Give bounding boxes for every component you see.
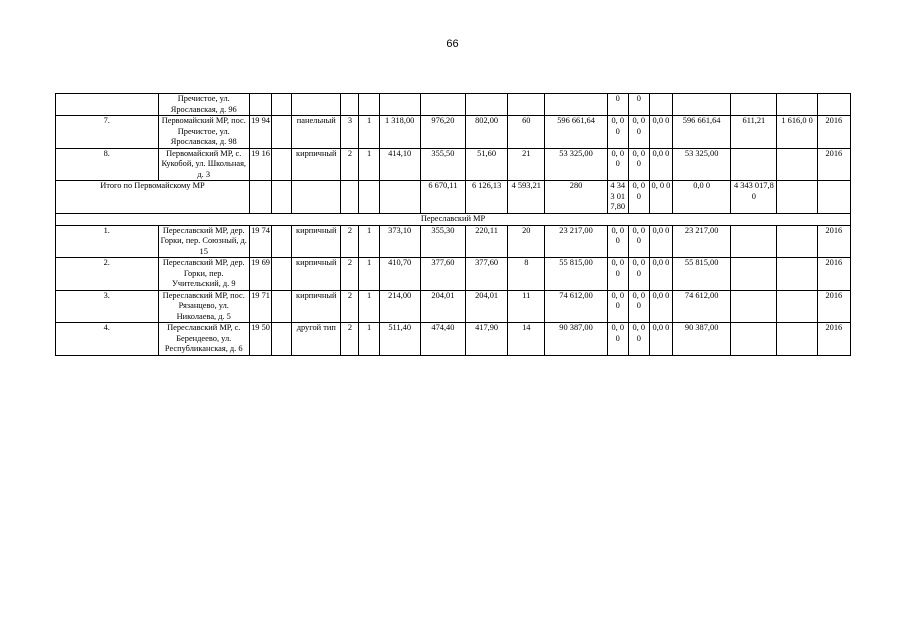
floors-cell: 3 (341, 116, 359, 149)
year-built-cell: 19 16 (249, 148, 271, 181)
regional-share-cell: 0, 0 0 (628, 258, 649, 291)
entrances-cell: 1 (359, 258, 379, 291)
wall-material-cell: кирпичный (292, 290, 341, 323)
total-area-cell: 373,10 (379, 225, 420, 258)
entrances-cell: 1 (359, 225, 379, 258)
residents-cell (508, 94, 545, 116)
total-cell: 4 593,21 (508, 181, 545, 214)
owners-share-cell: 53 325,00 (672, 148, 730, 181)
living-area-cell: 377,60 (420, 258, 465, 291)
row-number-cell: 4. (56, 323, 159, 356)
limit-cost-cell (777, 225, 817, 258)
row-number-cell: 2. (56, 258, 159, 291)
owners-share-cell: 23 217,00 (672, 225, 730, 258)
entrances-cell (359, 94, 379, 116)
blank-cell (272, 258, 292, 291)
owners-share-cell: 596 661,64 (672, 116, 730, 149)
residents-cell: 8 (508, 258, 545, 291)
total-cell (249, 181, 271, 214)
residents-cell: 14 (508, 323, 545, 356)
local-share-cell: 0,0 0 (649, 148, 672, 181)
table-row (56, 148, 851, 181)
cost-per-sqm-cell: 611,21 (731, 116, 777, 149)
wall-material-cell (292, 94, 341, 116)
cost-per-sqm-cell (731, 148, 777, 181)
table-row (56, 116, 851, 149)
residents-cell: 21 (508, 148, 545, 181)
wall-material-cell: кирпичный (292, 258, 341, 291)
area-residential-cell: 377,60 (466, 258, 508, 291)
fund-share-cell: 0, 0 0 (607, 258, 628, 291)
deadline-cell: 2016 (817, 225, 850, 258)
floors-cell: 2 (341, 225, 359, 258)
residents-cell: 60 (508, 116, 545, 149)
total-area-cell: 414,10 (379, 148, 420, 181)
deadline-cell (817, 94, 850, 116)
table-row (56, 225, 851, 258)
year-built-cell (249, 94, 271, 116)
living-area-cell: 204,01 (420, 290, 465, 323)
local-share-cell (649, 94, 672, 116)
fund-share-cell: 0, 0 0 (607, 323, 628, 356)
total-cell: 280 (545, 181, 607, 214)
total-cell: 0, 0 0 (628, 181, 649, 214)
total-cell: 6 670,11 (420, 181, 465, 214)
table-row (56, 94, 851, 116)
local-share-cell: 0,0 0 (649, 323, 672, 356)
wall-material-cell: панельный (292, 116, 341, 149)
address-cell: Переславский МР, пос. Рязанцево, ул. Николаева, д. 5 (158, 290, 249, 323)
limit-cost-cell (777, 258, 817, 291)
area-residential-cell: 802,00 (466, 116, 508, 149)
total-cell: 4 343 017,80 (607, 181, 628, 214)
table-row (56, 290, 851, 323)
owners-share-cell: 90 387,00 (672, 323, 730, 356)
total-cost-cell: 23 217,00 (545, 225, 607, 258)
row-number-cell (56, 94, 159, 116)
owners-share-cell (672, 94, 730, 116)
limit-cost-cell: 1 616,0 0 (777, 116, 817, 149)
total-cost-cell: 53 325,00 (545, 148, 607, 181)
regional-share-cell: 0, 0 0 (628, 148, 649, 181)
fund-share-cell: 0, 0 0 (607, 290, 628, 323)
total-area-cell: 410,70 (379, 258, 420, 291)
total-cost-cell: 596 661,64 (545, 116, 607, 149)
regional-share-cell: 0, 0 0 (628, 116, 649, 149)
table-row (56, 258, 851, 291)
limit-cost-cell (777, 148, 817, 181)
year-built-cell: 19 50 (249, 323, 271, 356)
fund-share-cell: 0, 0 0 (607, 148, 628, 181)
total-cell (292, 181, 341, 214)
local-share-cell: 0,0 0 (649, 116, 672, 149)
floors-cell: 2 (341, 323, 359, 356)
floors-cell: 2 (341, 290, 359, 323)
cost-per-sqm-cell (731, 225, 777, 258)
cost-per-sqm-cell (731, 290, 777, 323)
address-cell: Пречистое, ул. Ярославская, д. 96 (158, 94, 249, 116)
total-cell (817, 181, 850, 214)
total-label: Итого по Первомайскому МР (56, 181, 250, 214)
blank-cell (272, 181, 292, 214)
section-title: Переславский МР (56, 213, 851, 225)
area-residential-cell: 51,60 (466, 148, 508, 181)
limit-cost-cell (777, 290, 817, 323)
deadline-cell: 2016 (817, 258, 850, 291)
living-area-cell: 355,50 (420, 148, 465, 181)
year-built-cell: 19 69 (249, 258, 271, 291)
total-cell (777, 181, 817, 214)
blank-cell (272, 290, 292, 323)
area-residential-cell: 204,01 (466, 290, 508, 323)
blank-cell (272, 323, 292, 356)
housing-register-table (55, 93, 851, 356)
floors-cell: 2 (341, 258, 359, 291)
address-cell: Первомайский МР, пос. Пречистое, ул. Ярославская, д. 98 (158, 116, 249, 149)
year-built-cell: 19 74 (249, 225, 271, 258)
local-share-cell: 0,0 0 (649, 290, 672, 323)
address-cell: Первомайский МР, с. Кукобой, ул. Школьная, д. 3 (158, 148, 249, 181)
wall-material-cell: кирпичный (292, 225, 341, 258)
section-row (56, 213, 851, 225)
cost-per-sqm-cell (731, 323, 777, 356)
row-number-cell: 1. (56, 225, 159, 258)
total-cell (359, 181, 379, 214)
total-cell: 6 126,13 (466, 181, 508, 214)
row-number-cell: 3. (56, 290, 159, 323)
year-built-cell: 19 71 (249, 290, 271, 323)
regional-share-cell: 0, 0 0 (628, 323, 649, 356)
living-area-cell: 355,30 (420, 225, 465, 258)
living-area-cell (420, 94, 465, 116)
row-number-cell: 7. (56, 116, 159, 149)
residents-cell: 20 (508, 225, 545, 258)
total-cell: 4 343 017,80 (731, 181, 777, 214)
blank-cell (272, 148, 292, 181)
local-share-cell: 0,0 0 (649, 225, 672, 258)
total-cost-cell: 55 815,00 (545, 258, 607, 291)
fund-share-cell: 0, 0 0 (607, 225, 628, 258)
entrances-cell: 1 (359, 148, 379, 181)
fund-share-cell: 0, 0 0 (607, 116, 628, 149)
regional-share-cell: 0, 0 0 (628, 225, 649, 258)
total-cost-cell: 90 387,00 (545, 323, 607, 356)
wall-material-cell: кирпичный (292, 148, 341, 181)
total-cell: 0, 0 0 (649, 181, 672, 214)
total-row (56, 181, 851, 214)
floors-cell (341, 94, 359, 116)
deadline-cell: 2016 (817, 116, 850, 149)
living-area-cell: 474,40 (420, 323, 465, 356)
fund-share-cell: 0 (607, 94, 628, 116)
total-cell (341, 181, 359, 214)
limit-cost-cell (777, 94, 817, 116)
local-share-cell: 0,0 0 (649, 258, 672, 291)
deadline-cell: 2016 (817, 290, 850, 323)
area-residential-cell: 220,11 (466, 225, 508, 258)
owners-share-cell: 55 815,00 (672, 258, 730, 291)
entrances-cell: 1 (359, 290, 379, 323)
regional-share-cell: 0, 0 0 (628, 290, 649, 323)
deadline-cell: 2016 (817, 323, 850, 356)
blank-cell (272, 225, 292, 258)
residents-cell: 11 (508, 290, 545, 323)
deadline-cell: 2016 (817, 148, 850, 181)
blank-cell (272, 116, 292, 149)
total-cell (379, 181, 420, 214)
area-residential-cell (466, 94, 508, 116)
total-cell: 0,0 0 (672, 181, 730, 214)
table-row (56, 323, 851, 356)
total-cost-cell: 74 612,00 (545, 290, 607, 323)
living-area-cell: 976,20 (420, 116, 465, 149)
regional-share-cell: 0 (628, 94, 649, 116)
cost-per-sqm-cell (731, 94, 777, 116)
page-number: 66 (446, 38, 459, 50)
owners-share-cell: 74 612,00 (672, 290, 730, 323)
limit-cost-cell (777, 323, 817, 356)
area-residential-cell: 417,90 (466, 323, 508, 356)
year-built-cell: 19 94 (249, 116, 271, 149)
total-area-cell (379, 94, 420, 116)
total-cost-cell (545, 94, 607, 116)
address-cell: Переславский МР, дер. Горки, пер. Учительский, д. 9 (158, 258, 249, 291)
row-number-cell: 8. (56, 148, 159, 181)
cost-per-sqm-cell (731, 258, 777, 291)
entrances-cell: 1 (359, 323, 379, 356)
total-area-cell: 214,00 (379, 290, 420, 323)
wall-material-cell: другой тип (292, 323, 341, 356)
address-cell: Переславский МР, с. Берендеево, ул. Республиканская, д. 6 (158, 323, 249, 356)
total-area-cell: 511,40 (379, 323, 420, 356)
total-area-cell: 1 318,00 (379, 116, 420, 149)
address-cell: Переславский МР, дер. Горки, пер. Союзный, д. 15 (158, 225, 249, 258)
entrances-cell: 1 (359, 116, 379, 149)
floors-cell: 2 (341, 148, 359, 181)
blank-cell (272, 94, 292, 116)
